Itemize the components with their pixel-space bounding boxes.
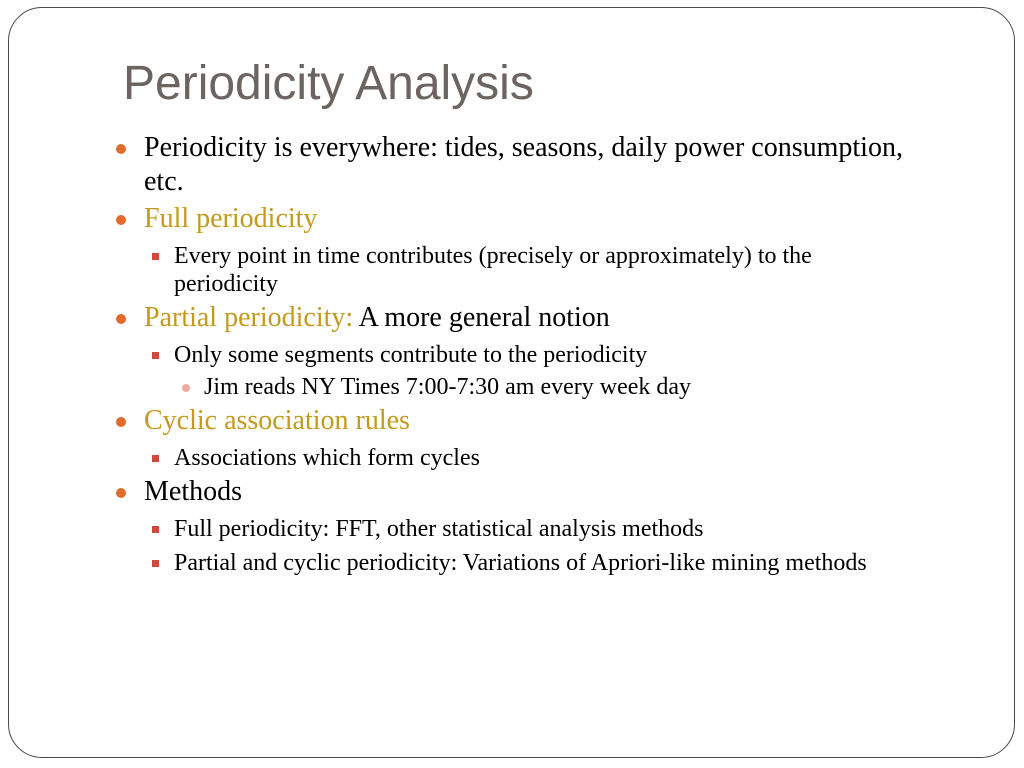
bullet-text: Jim reads NY Times 7:00-7:30 am every week day [204,374,692,400]
slide-title: Periodicity Analysis [123,57,534,110]
sub-bullet-item [116,515,916,543]
bullet-highlight: Cyclic association rules [144,405,410,436]
round-bullet-icon [116,488,126,498]
bullet-text: Partial and cyclic periodicity: Variations of Apriori-like mining methods [174,550,867,576]
sub-bullet-item [116,549,916,577]
round-bullet-icon [116,314,126,324]
small-round-bullet-icon [182,384,190,392]
bullet-item [116,131,916,199]
bullet-item [116,202,916,236]
bullet-text: Every point in time contributes (precisely or approximately) to the periodicity [174,243,812,297]
bullet-text: Only some segments contribute to the periodicity [174,342,648,368]
square-bullet-icon [152,253,159,260]
square-bullet-icon [152,560,159,567]
sub-bullet-item [116,444,916,472]
bullet-highlight: Full periodicity [144,203,318,234]
sub-sub-bullet-item [116,373,916,401]
bullet-highlight: Partial periodicity: [144,302,354,333]
bullet-text: Methods [144,476,242,507]
round-bullet-icon [116,417,126,427]
bullet-item [116,404,916,438]
bullet-item [116,475,916,509]
square-bullet-icon [152,526,159,533]
round-bullet-icon [116,144,126,154]
square-bullet-icon [152,352,159,359]
bullet-list [116,131,916,577]
bullet-text: Associations which form cycles [174,445,480,471]
sub-bullet-item [116,341,916,369]
bullet-item [116,301,916,335]
sub-bullet-item [116,242,916,298]
bullet-text: A more general notion [353,302,610,333]
square-bullet-icon [152,455,159,462]
round-bullet-icon [116,215,126,225]
bullet-text: Full periodicity: FFT, other statistical analysis methods [174,516,704,542]
bullet-text: Periodicity is everywhere: tides, seasons, daily power consumption, etc. [144,132,903,197]
